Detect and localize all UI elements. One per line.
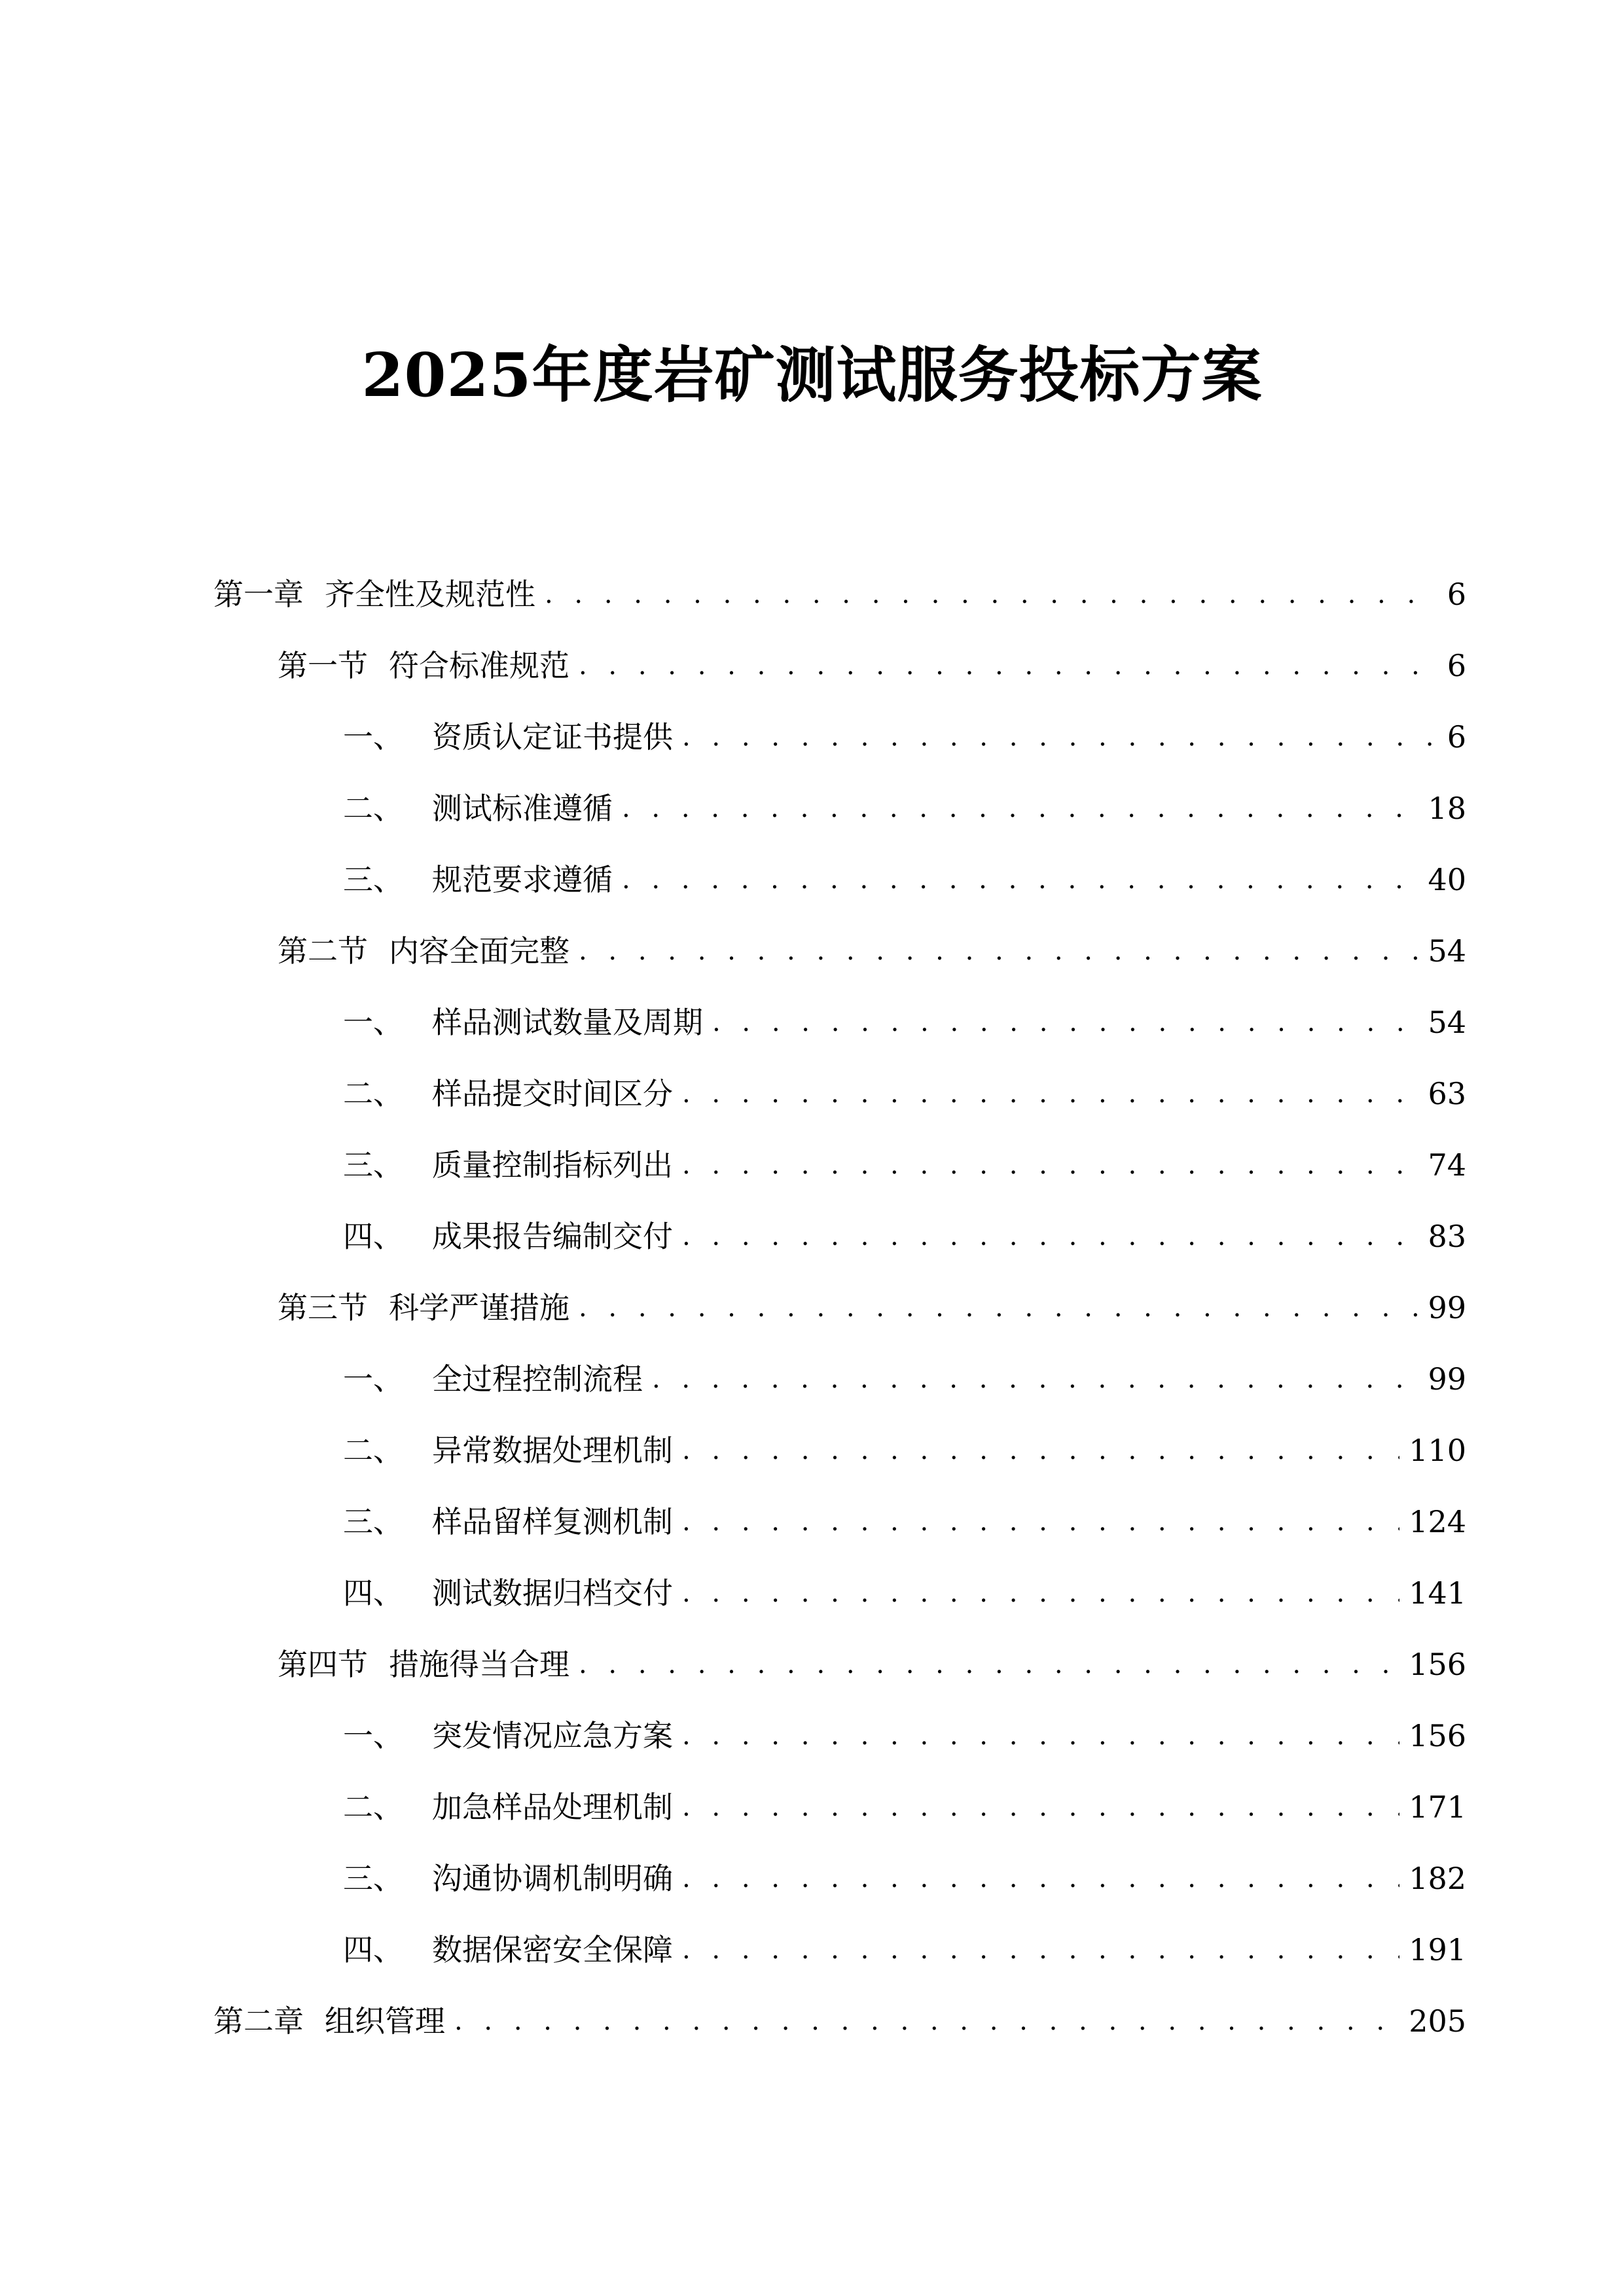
toc-entry-text: 样品提交时间区分 xyxy=(432,1076,673,1111)
toc-entry-number: 三、 xyxy=(343,862,403,897)
toc-entry-text: 内容全面完整 xyxy=(389,933,569,969)
toc-entry-text: 沟通协调机制明确 xyxy=(432,1861,673,1896)
toc-entry-item[interactable] xyxy=(343,1424,1466,1477)
toc-entry-page: 141 xyxy=(1409,1575,1466,1611)
toc-entry-text: 异常数据处理机制 xyxy=(432,1433,673,1468)
toc-entry-page: 6 xyxy=(1447,577,1466,612)
toc-entry-number: 三、 xyxy=(343,1861,403,1896)
toc-entry-text: 科学严谨措施 xyxy=(389,1290,569,1325)
toc-entry-text: 符合标准规范 xyxy=(389,648,569,683)
dot-leader xyxy=(682,711,1438,763)
dot-leader xyxy=(579,1282,1418,1334)
toc-entry-number: 四、 xyxy=(343,1575,403,1611)
toc-entry-number: 二、 xyxy=(343,1789,403,1825)
toc-entry-page: 99 xyxy=(1428,1290,1466,1325)
dot-leader xyxy=(622,782,1418,834)
dot-leader xyxy=(622,853,1418,906)
toc-entry-number: 一、 xyxy=(343,1718,403,1753)
toc-entry-page: 18 xyxy=(1428,791,1466,826)
toc-entry-text: 齐全性及规范性 xyxy=(325,577,535,612)
toc-entry-item[interactable] xyxy=(343,996,1466,1049)
toc-entry-section-1-3[interactable] xyxy=(278,1282,1466,1334)
toc-entry-text: 质量控制指标列出 xyxy=(432,1147,673,1183)
toc-entry-number: 第二节 xyxy=(278,933,368,969)
toc-entry-page: 63 xyxy=(1428,1076,1466,1111)
dot-leader xyxy=(682,1924,1399,1976)
dot-leader xyxy=(454,1995,1399,2047)
toc-entry-number: 三、 xyxy=(343,1504,403,1539)
toc-entry-page: 99 xyxy=(1428,1361,1466,1397)
toc-entry-item[interactable] xyxy=(343,1139,1466,1191)
toc-entry-chapter-1[interactable] xyxy=(213,568,1466,620)
toc-entry-text: 样品测试数量及周期 xyxy=(432,1005,703,1040)
dot-leader xyxy=(682,1139,1418,1191)
toc-entry-page: 6 xyxy=(1447,648,1466,683)
dot-leader xyxy=(579,925,1418,977)
toc-entry-number: 第三节 xyxy=(278,1290,368,1325)
toc-entry-section-1-1[interactable] xyxy=(278,639,1466,692)
toc-entry-text: 测试数据归档交付 xyxy=(432,1575,673,1611)
toc-entry-text: 样品留样复测机制 xyxy=(432,1504,673,1539)
toc-entry-text: 成果报告编制交付 xyxy=(432,1219,673,1254)
dot-leader xyxy=(579,639,1438,692)
toc-entry-item[interactable] xyxy=(343,1924,1466,1976)
dot-leader xyxy=(545,568,1438,620)
toc-entry-item[interactable] xyxy=(343,1067,1466,1120)
toc-entry-section-1-2[interactable] xyxy=(278,925,1466,977)
toc-entry-text: 规范要求遵循 xyxy=(432,862,613,897)
toc-entry-number: 一、 xyxy=(343,1005,403,1040)
toc-entry-item[interactable] xyxy=(343,853,1466,906)
toc-entry-page: 74 xyxy=(1428,1147,1466,1183)
toc-entry-chapter-2[interactable] xyxy=(213,1995,1466,2047)
toc-entry-page: 54 xyxy=(1428,1005,1466,1040)
dot-leader xyxy=(682,1424,1399,1477)
toc-entry-item[interactable] xyxy=(343,1852,1466,1905)
toc-entry-page: 124 xyxy=(1409,1504,1466,1539)
toc-entry-number: 一、 xyxy=(343,719,403,755)
toc-entry-number: 二、 xyxy=(343,791,403,826)
toc-entry-number: 二、 xyxy=(343,1433,403,1468)
toc-entry-item[interactable] xyxy=(343,782,1466,834)
dot-leader xyxy=(652,1353,1418,1405)
toc-entry-page: 6 xyxy=(1447,719,1466,755)
toc-entry-page: 54 xyxy=(1428,933,1466,969)
toc-entry-section-1-4[interactable] xyxy=(278,1638,1466,1691)
dot-leader xyxy=(682,1852,1399,1905)
toc-entry-item[interactable] xyxy=(343,1496,1466,1548)
toc-entry-page: 83 xyxy=(1428,1219,1466,1254)
dot-leader xyxy=(682,1567,1399,1619)
toc-entry-number: 第二章 xyxy=(213,2003,304,2039)
toc-entry-number: 第四节 xyxy=(278,1647,368,1682)
toc-entry-text: 组织管理 xyxy=(325,2003,445,2039)
toc-entry-page: 182 xyxy=(1409,1861,1466,1896)
dot-leader xyxy=(579,1638,1399,1691)
toc-entry-page: 205 xyxy=(1409,2003,1466,2039)
document-title: 2025年度岩矿测试服务投标方案 xyxy=(361,340,1263,410)
toc-entry-number: 四、 xyxy=(343,1219,403,1254)
dot-leader xyxy=(682,1210,1418,1263)
toc-entry-number: 四、 xyxy=(343,1932,403,1967)
toc-entry-text: 突发情况应急方案 xyxy=(432,1718,673,1753)
toc-entry-page: 156 xyxy=(1409,1718,1466,1753)
toc-entry-page: 110 xyxy=(1409,1433,1466,1468)
toc-entry-text: 加急样品处理机制 xyxy=(432,1789,673,1825)
toc-entry-item[interactable] xyxy=(343,1567,1466,1619)
dot-leader xyxy=(682,1781,1399,1833)
toc-entry-page: 156 xyxy=(1409,1647,1466,1682)
toc-entry-page: 171 xyxy=(1409,1789,1466,1825)
toc-entry-text: 措施得当合理 xyxy=(389,1647,569,1682)
toc-entry-text: 测试标准遵循 xyxy=(432,791,613,826)
toc-entry-number: 一、 xyxy=(343,1361,403,1397)
toc-entry-number: 二、 xyxy=(343,1076,403,1111)
toc-entry-number: 三、 xyxy=(343,1147,403,1183)
dot-leader xyxy=(712,996,1418,1049)
toc-entry-number: 第一章 xyxy=(213,577,304,612)
dot-leader xyxy=(682,1496,1399,1548)
toc-entry-page: 191 xyxy=(1409,1932,1466,1967)
toc-entry-text: 资质认定证书提供 xyxy=(432,719,673,755)
toc-entry-text: 数据保密安全保障 xyxy=(432,1932,673,1967)
dot-leader xyxy=(682,1710,1399,1762)
toc-entry-page: 40 xyxy=(1428,862,1466,897)
toc-entry-item[interactable] xyxy=(343,711,1466,763)
toc-entry-number: 第一节 xyxy=(278,648,368,683)
dot-leader xyxy=(682,1067,1418,1120)
toc-entry-item[interactable] xyxy=(343,1781,1466,1833)
toc-entry-item[interactable] xyxy=(343,1710,1466,1762)
toc-entry-item[interactable] xyxy=(343,1353,1466,1405)
toc-entry-text: 全过程控制流程 xyxy=(432,1361,643,1397)
toc-entry-item[interactable] xyxy=(343,1210,1466,1263)
